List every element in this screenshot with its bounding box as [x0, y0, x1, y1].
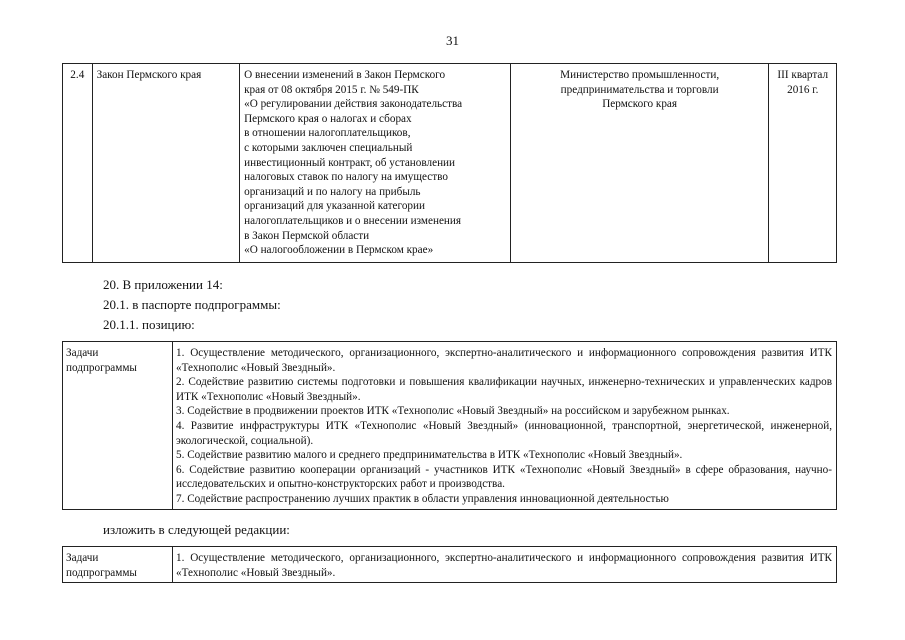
task-item: 2. Содействие развитию системы подготовки и повышения квалификации научных, инженерно-технических и управленческих кадров ИТК «Технополис «Новый Звездный». [176, 376, 832, 403]
task-item: 1. Осуществление методического, организационного, экспертно-аналитического и информационного сопровождения развития ИТК «Технополис «Новый Звездный». [176, 552, 832, 579]
table-row [63, 64, 837, 263]
description-line: края от 08 октября 2015 г. № 549-ПК [244, 83, 419, 96]
law-description-cell [240, 64, 511, 263]
paragraph-new-edition: изложить в следующей редакции: [103, 522, 290, 537]
description-line: О внесении изменений в Закон Пермского [244, 69, 446, 81]
new-position-table [62, 546, 837, 583]
position-label-cell [63, 342, 173, 510]
description-line: организаций для указанной категории [244, 200, 425, 213]
task-item: 4. Развитие инфраструктуры ИТК «Технополис «Новый Звездный» (инновационной, транспортной, энергетической, инженерной, экологической, социальной). [176, 419, 832, 447]
label-line: Задачи [66, 347, 99, 359]
page-number: 31 [446, 33, 459, 48]
task-item: 1. Осуществление методического, организационного, экспертно-аналитического и информационного сопровождения развития ИТК «Технополис «Новый Звездный». [176, 347, 832, 374]
term-line: III квартал [777, 69, 829, 81]
table-row [63, 342, 837, 510]
task-item: 6. Содействие развитию кооперации организаций - участников ИТК «Технополис «Новый Звездный» в сфере образования, научно-исследовательских и опытно-конструкторских работ и производства. [176, 463, 832, 491]
term-line: 2016 г. [787, 83, 819, 96]
ministry-line: Министерство промышленности, [560, 69, 720, 81]
label-line: подпрограммы [66, 566, 137, 579]
description-line: инвестиционный контракт, об установлении [244, 156, 456, 169]
table-row [63, 547, 837, 583]
ministry-cell [510, 64, 769, 263]
description-line: Пермского края о налогах и сборах [244, 112, 412, 125]
description-line: с которыми заключен специальный [244, 141, 413, 154]
description-line: налоговых ставок по налогу на имущество [244, 171, 448, 184]
paragraph-20: 20. В приложении 14: [103, 277, 223, 292]
description-line: налогоплательщиков и о внесении изменения [244, 214, 462, 227]
label-line: Задачи [66, 552, 99, 564]
paragraph-20-1: 20.1. в паспорте подпрограммы: [103, 297, 281, 312]
term-cell [769, 64, 837, 263]
position-label-cell [63, 547, 173, 583]
tasks-cell [173, 342, 837, 510]
description-line: «О налогообложении в Пермском крае» [244, 244, 434, 257]
ministry-line: Пермского края [602, 98, 678, 111]
paragraph-20-1-1: 20.1.1. позицию: [103, 317, 195, 332]
description-line: в Закон Пермской области [244, 229, 370, 242]
tasks-cell [173, 547, 837, 583]
task-item: 3. Содействие в продвижении проектов ИТК «Технополис «Новый Звездный» на российском и зарубежном рынках. [176, 405, 730, 418]
description-line: в отношении налогоплательщиков, [244, 127, 411, 140]
law-type-cell: Закон Пермского края [92, 64, 240, 263]
description-line: организаций и по налогу на прибыль [244, 185, 421, 198]
old-position-table [62, 341, 837, 510]
task-item: 7. Содействие распространению лучших практик в области управления инновационной деятельностью [176, 492, 669, 505]
row-number: 2.4 [63, 64, 93, 263]
task-item: 5. Содействие развитию малого и среднего предпринимательства в ИТК «Технополис «Новый Звездный». [176, 449, 683, 462]
label-line: подпрограммы [66, 361, 137, 374]
measures-table [62, 63, 837, 263]
ministry-line: предпринимательства и торговли [560, 83, 719, 96]
description-line: «О регулировании действия законодательства [244, 98, 463, 111]
